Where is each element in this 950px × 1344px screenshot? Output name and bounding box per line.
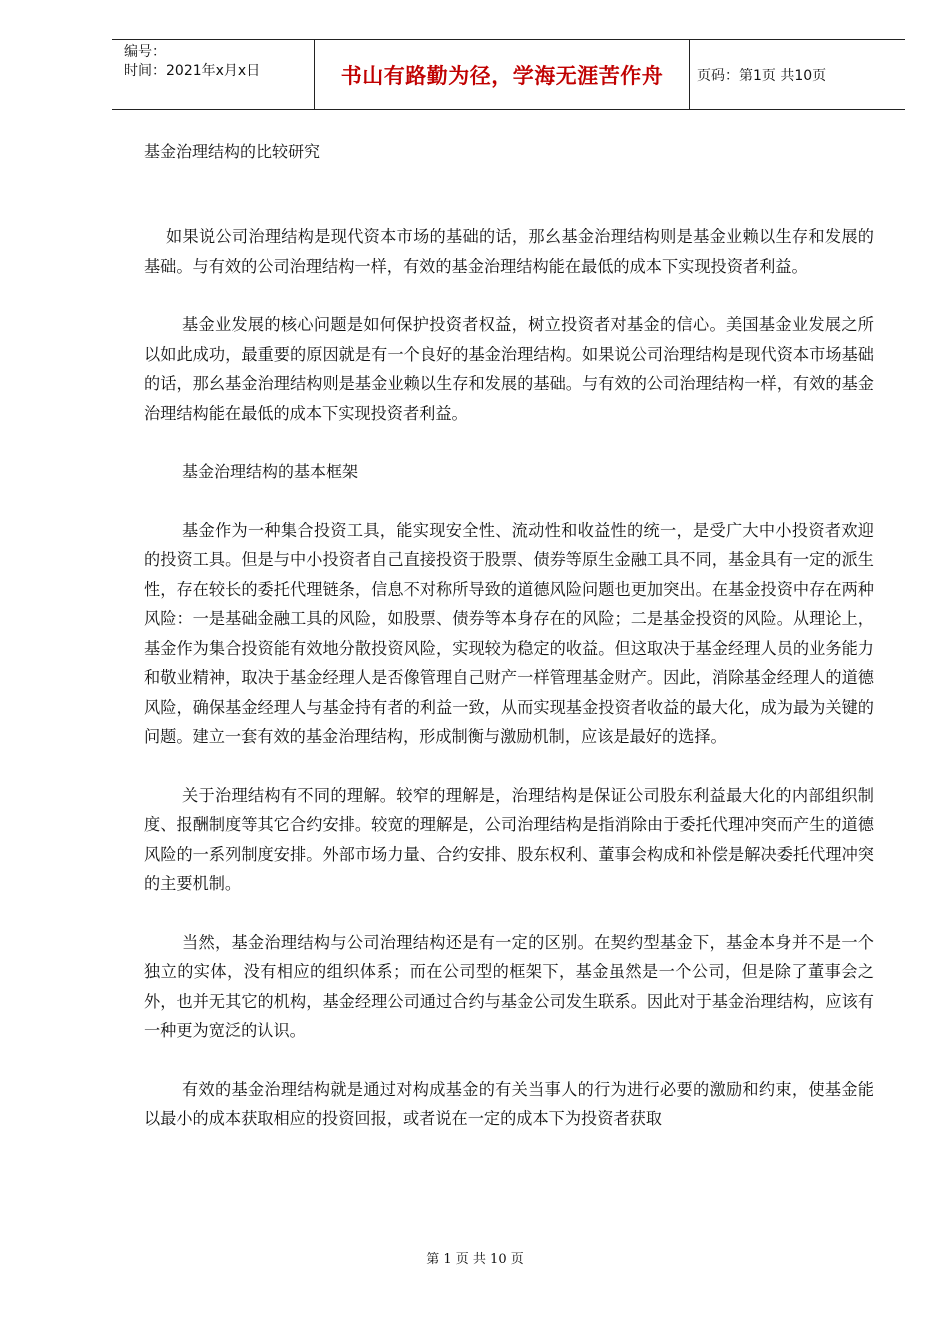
- paragraph-6: 有效的基金治理结构就是通过对构成基金的有关当事人的行为进行必要的激励和约束，使基金能以最小的成本获取相应的投资回报，或者说在一定的成本下为投资者获取: [144, 1079, 874, 1128]
- section-heading: 基金治理结构的基本框架: [182, 462, 359, 481]
- document-body: [144, 222, 874, 1163]
- document-title: 基金治理结构的比较研究: [144, 142, 321, 161]
- page-info: 页码：第1页 共10页: [697, 67, 827, 84]
- paragraph-5: 当然，基金治理结构与公司治理结构还是有一定的区别。在契约型基金下，基金本身并不是一个独立的实体，没有相应的组织体系；而在公司型的框架下，基金虽然是一个公司，但是除了董事会之外，也并无其它的机构，基金经理公司通过合约与基金公司发生联系。因此对于基金治理结构，应该有一种更为宽泛的认识。: [144, 932, 874, 1040]
- header-motto-cell: [314, 40, 690, 109]
- paragraph-2: 基金业发展的核心问题是如何保护投资者权益，树立投资者对基金的信心。美国基金业发展之所以如此成功，最重要的原因就是有一个良好的基金治理结构。如果说公司治理结构是现代资本市场基础的话，那幺基金治理结构则是基金业赖以生存和发展的基础。与有效的公司治理结构一样，有效的基金治理结构能在最低的成本下实现投资者利益。: [144, 315, 874, 423]
- date-label: 时间：2021年x月x日: [124, 63, 261, 79]
- header-page-cell: [689, 40, 905, 109]
- page-footer: [0, 1248, 950, 1267]
- footer-page-number: 第 1 页 共 10 页: [426, 1252, 524, 1267]
- paragraph-4: 关于治理结构有不同的理解。较窄的理解是，治理结构是保证公司股东利益最大化的内部组织制度、报酬制度等其它合约安排。较宽的理解是，公司治理结构是指消除由于委托代理冲突而产生的道德风险的一系列制度安排。外部市场力量、合约安排、股东权利、董事会构成和补偿是解决委托代理冲突的主要机制。: [144, 785, 874, 893]
- motto-text: 书山有路勤为径，学海无涯苦作舟: [340, 63, 664, 88]
- page-header: [112, 39, 905, 110]
- paragraph-1: 如果说公司治理结构是现代资本市场的基础的话，那幺基金治理结构则是基金业赖以生存和发展的基础。与有效的公司治理结构一样，有效的基金治理结构能在最低的成本下实现投资者利益。: [144, 227, 874, 276]
- paragraph-3: 基金作为一种集合投资工具，能实现安全性、流动性和收益性的统一，是受广大中小投资者欢迎的投资工具。但是与中小投资者自己直接投资于股票、债券等原生金融工具不同，基金具有一定的派生性，存在较长的委托代理链条，信息不对称所导致的道德风险问题也更加突出。在基金投资中存在两种风险：一是基础金融工具的风险，如股票、债券等本身存在的风险；二是基金投资的风险。从理论上，基金作为集合投资能有效地分散投资风险，实现较为稳定的收益。但这取决于基金经理人员的业务能力和敬业精神，取决于基金经理人是否像管理自己财产一样管理基金财产。因此，消除基金经理人的道德风险，确保基金经理人与基金持有者的利益一致，从而实现基金投资者收益的最大化，成为最为关键的问题。建立一套有效的基金治理结构，形成制衡与激励机制，应该是最好的选择。: [144, 520, 874, 746]
- code-label: 编号：: [124, 44, 166, 60]
- header-meta-cell: [112, 40, 314, 109]
